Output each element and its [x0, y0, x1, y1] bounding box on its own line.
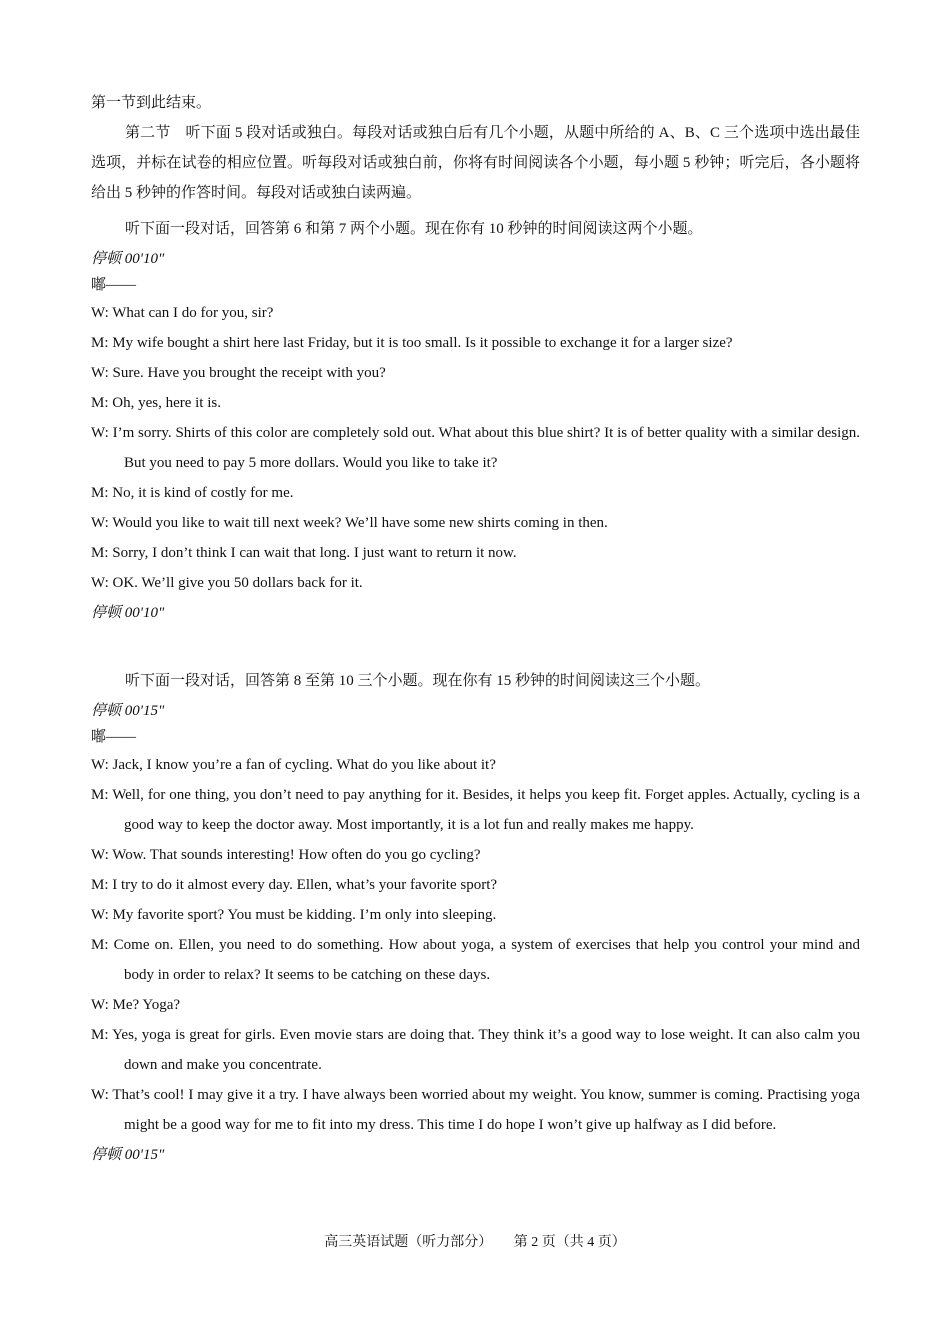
dialogue-turn: W: Wow. That sounds interesting! How often do you go cycling? — [91, 847, 481, 863]
dialogue-2 — [91, 666, 860, 1168]
dialogue-1-instruction: 听下面一段对话，回答第 6 和第 7 两个小题。现在你有 10 秒钟的时间阅读这两个小题。 — [125, 221, 703, 237]
dialogue-turn: M: Sorry, I don’t think I can wait that long. I just want to return it now. — [91, 545, 517, 561]
section-end-line: 第一节到此结束。 — [91, 95, 212, 111]
footer-title: 高三英语试题（听力部分） — [324, 1235, 493, 1250]
dialogue-turn: M: My wife bought a shirt here last Friday, but it is too small. Is it possible to exchange it for a larger size? — [91, 335, 733, 351]
dialogue-1 — [91, 214, 860, 626]
dialogue-turn: W: What can I do for you, sir? — [91, 305, 274, 321]
dialogue-turn: M: Well, for one thing, you don’t need to pay anything for it. Besides, it helps you keep fit. Forget apples. Actually, cycling is a good way to keep the doctor away. Most importantly, it is a lot fun and really makes me happy. — [91, 787, 860, 833]
dialogue-2-pause-after: 停顿 00'15" — [91, 1147, 165, 1163]
dialogue-2-instruction: 听下面一段对话，回答第 8 至第 10 三个小题。现在你有 15 秒钟的时间阅读这三个小题。 — [125, 673, 711, 689]
dialogue-turn: W: My favorite sport? You must be kidding. I’m only into sleeping. — [91, 907, 497, 923]
dialogue-turn: W: That’s cool! I may give it a try. I have always been worried about my weight. You know, summer is coming. Practising yoga might be a good way for me to fit into my dress. This time I do hope I won’t give up halfway as I did before. — [91, 1087, 860, 1133]
page-footer — [0, 1231, 950, 1255]
dialogue-turn: W: Sure. Have you brought the receipt with you? — [91, 365, 386, 381]
dialogue-1-pause-after: 停顿 00'10" — [91, 605, 165, 621]
footer-page-number: 第 2 页（共 4 页） — [513, 1235, 626, 1250]
dialogue-turn: W: OK. We’ll give you 50 dollars back for it. — [91, 575, 363, 591]
dialogue-1-beep: 嘟—— — [91, 277, 137, 293]
dialogue-2-pause-before: 停顿 00'15" — [91, 703, 165, 719]
dialogue-turn: W: Would you like to wait till next week? We’ll have some new shirts coming in then. — [91, 515, 608, 531]
section-two-instructions: 第二节 听下面 5 段对话或独白。每段对话或独白后有几个小题，从题中所给的 A、B、C 三个选项中选出最佳选项，并标在试卷的相应位置。听每段对话或独白前，你将有时间阅读各个小题，每小题 5 秒钟；听完后，各小题将给出 5 秒钟的作答时间。每段对话或独白读两遍。 — [91, 125, 860, 201]
dialogue-turn: W: Jack, I know you’re a fan of cycling. What do you like about it? — [91, 757, 496, 773]
document-body — [91, 88, 860, 1168]
dialogue-turn: W: Me? Yoga? — [91, 997, 181, 1013]
dialogue-turn: M: I try to do it almost every day. Ellen, what’s your favorite sport? — [91, 877, 498, 893]
dialogue-2-beep: 嘟—— — [91, 729, 137, 745]
dialogue-turn: M: Come on. Ellen, you need to do something. How about yoga, a system of exercises that help you control your mind and body in order to relax? It seems to be catching on these days. — [91, 937, 860, 983]
dialogue-turn: W: I’m sorry. Shirts of this color are completely sold out. What about this blue shirt? It is of better quality with a similar design. But you need to pay 5 more dollars. Would you like to take it? — [91, 425, 860, 471]
dialogue-turn: M: No, it is kind of costly for me. — [91, 485, 294, 501]
dialogue-1-pause-before: 停顿 00'10" — [91, 251, 165, 267]
dialogue-turn: M: Oh, yes, here it is. — [91, 395, 221, 411]
dialogue-turn: M: Yes, yoga is great for girls. Even movie stars are doing that. They think it’s a good way to lose weight. It can also calm you down and make you concentrate. — [91, 1027, 860, 1073]
